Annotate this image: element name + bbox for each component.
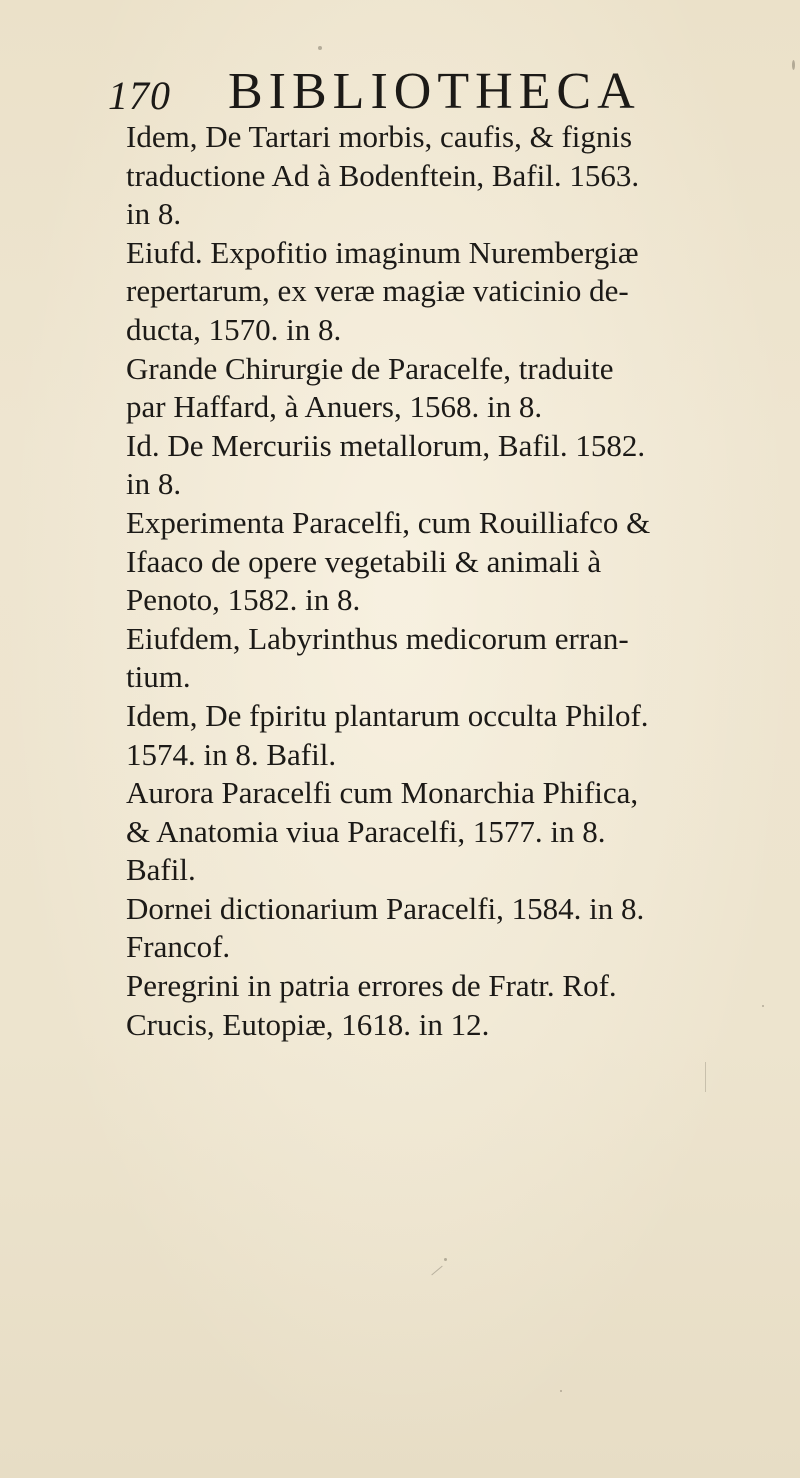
entry-line: repertarum, ex veræ magiæ vaticinio de- — [126, 273, 629, 309]
entry-line: Eiufdem, Labyrinthus medicorum erran- — [126, 620, 629, 656]
entry-line: Penoto, 1582. in 8. — [126, 582, 361, 618]
catalogue-entry — [126, 427, 776, 504]
page-header — [108, 62, 708, 122]
entry-line: par Haffard, à Anuers, 1568. in 8. — [126, 389, 543, 425]
entry-line: 1574. in 8. Bafil. — [126, 736, 337, 772]
entry-line: & Anatomia viua Paracelfi, 1577. in 8. — [126, 813, 606, 849]
running-title: BIBLIOTHECA — [228, 63, 641, 120]
entry-line: Francof. — [126, 929, 231, 965]
entry-line: Aurora Paracelfi cum Monarchia Phifica, — [126, 775, 639, 811]
entry-line: traductione Ad à Bodenftein, Bafil. 1563. — [126, 157, 640, 193]
catalogue-entry — [126, 774, 776, 890]
catalogue-entry — [126, 890, 776, 967]
entry-line: in 8. — [126, 466, 182, 502]
entry-line: Idem, De fpiritu plantarum occulta Philof. — [126, 697, 649, 733]
paper-scratch — [705, 1062, 707, 1092]
paper-scratch — [431, 1266, 442, 1276]
catalogue-entry — [126, 620, 776, 697]
catalogue-entry — [126, 504, 776, 620]
entry-line: ducta, 1570. in 8. — [126, 311, 342, 347]
entry-line: Id. De Mercuriis metallorum, Bafil. 1582. — [126, 427, 646, 463]
entry-line: Dornei dictionarium Paracelfi, 1584. in 8. — [126, 890, 645, 926]
entry-line: Experimenta Paracelfi, cum Rouilliafco & — [126, 504, 651, 540]
entry-line: Grande Chirurgie de Paracelfe, traduite — [126, 350, 614, 386]
catalogue-entry — [126, 697, 776, 774]
catalogue-entry — [126, 967, 776, 1044]
entry-line: Ifaaco de opere vegetabili & animali à — [126, 543, 602, 579]
catalogue-entries — [126, 118, 776, 1044]
catalogue-entry — [126, 118, 776, 234]
catalogue-entry — [126, 350, 776, 427]
entry-line: Idem, De Tartari morbis, caufis, & fignis — [126, 119, 633, 154]
catalogue-entry — [126, 234, 776, 350]
entry-line: tium. — [126, 659, 191, 695]
entry-line: Peregrini in patria errores de Fratr. Rof. — [126, 968, 617, 1004]
entry-line: Eiufd. Expofitio imaginum Nurembergiæ — [126, 234, 639, 270]
page-number: 170 — [108, 73, 171, 118]
entry-line: Crucis, Eutopiæ, 1618. in 12. — [126, 1006, 490, 1042]
entry-line: in 8. — [126, 196, 182, 232]
entry-line: Bafil. — [126, 852, 196, 888]
